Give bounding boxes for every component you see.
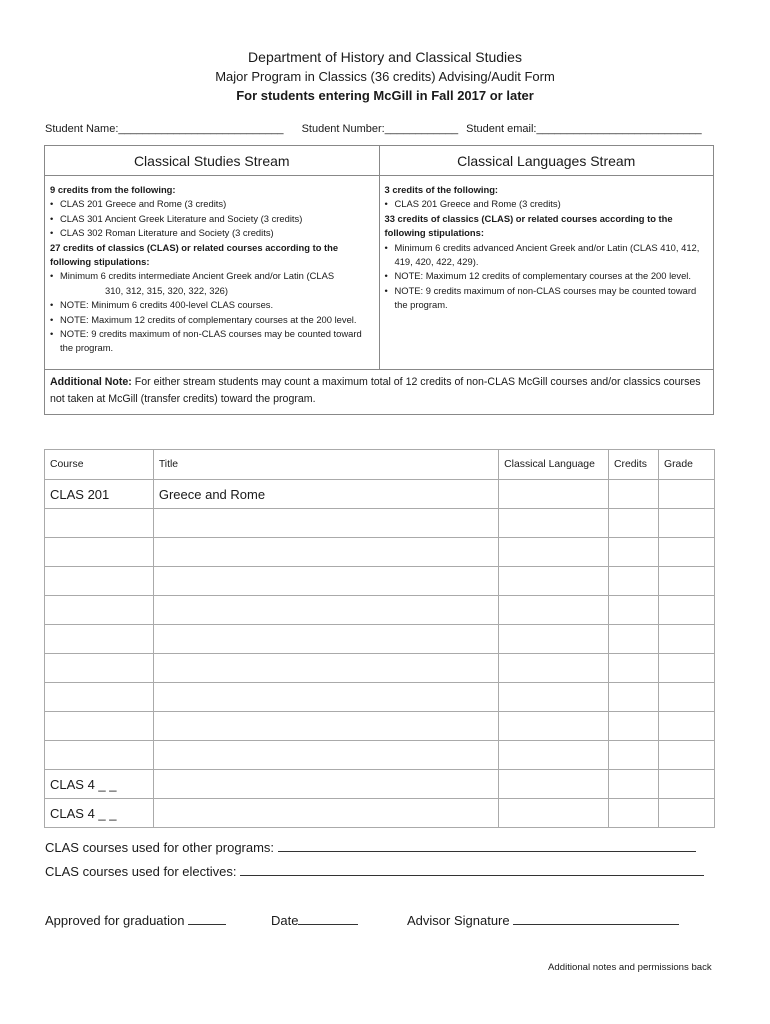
- grade-cell[interactable]: [659, 712, 715, 741]
- back-note: Additional notes and permissions back: [548, 962, 712, 973]
- credits-cell[interactable]: [609, 509, 659, 538]
- classical-languages-stream-title: Classical Languages Stream: [457, 153, 636, 169]
- course-cell[interactable]: [45, 596, 154, 625]
- approved-group: [45, 911, 226, 928]
- course-cell[interactable]: [45, 567, 154, 596]
- table-row: [45, 596, 715, 625]
- classical-language-cell[interactable]: [499, 509, 609, 538]
- credits-cell[interactable]: [609, 480, 659, 509]
- table-row: [45, 567, 715, 596]
- course-cell[interactable]: [45, 625, 154, 654]
- table-row: [45, 799, 715, 828]
- left-stipulations-list: [50, 269, 374, 355]
- right-stipulations-list: [385, 241, 709, 313]
- streams-body-row: [45, 176, 713, 370]
- approved-field[interactable]: [188, 911, 226, 925]
- table-row: [45, 770, 715, 799]
- credits-cell[interactable]: [609, 654, 659, 683]
- classical-language-cell[interactable]: [499, 538, 609, 567]
- list-item: • NOTE: Maximum 12 credits of complementary courses at the 200 level.: [50, 313, 374, 327]
- entry-term-title: For students entering McGill in Fall 2017 or later: [236, 88, 534, 103]
- credits-cell[interactable]: [609, 741, 659, 770]
- streams-header-row: [45, 146, 713, 176]
- advisor-signature-field[interactable]: [513, 911, 679, 925]
- electives-line: [45, 862, 704, 879]
- table-row: [45, 712, 715, 741]
- grade-cell[interactable]: [659, 596, 715, 625]
- classical-language-cell[interactable]: [499, 770, 609, 799]
- course-cell[interactable]: CLAS 4 _ _: [45, 770, 154, 799]
- title-cell[interactable]: [153, 538, 498, 567]
- approved-label: Approved for graduation: [45, 913, 185, 928]
- classical-language-cell[interactable]: [499, 712, 609, 741]
- grade-cell[interactable]: [659, 799, 715, 828]
- grade-cell[interactable]: [659, 741, 715, 770]
- title-cell[interactable]: [153, 712, 498, 741]
- grade-cell[interactable]: [659, 480, 715, 509]
- additional-note-text: For either stream students may count a maximum total of 12 credits of non-CLAS McGill courses and/or classics courses not taken at McGill (transfer credits) toward the program.: [50, 376, 701, 405]
- course-cell[interactable]: [45, 509, 154, 538]
- classical-language-cell[interactable]: [499, 596, 609, 625]
- credits-cell[interactable]: [609, 625, 659, 654]
- stipulation-text: Minimum 6 credits intermediate Ancient Greek and/or Latin (CLAS: [60, 270, 335, 282]
- left-requirement: 27 credits of classics (CLAS) or related courses according to the following stipulations:: [50, 241, 339, 268]
- title-cell[interactable]: [153, 741, 498, 770]
- credits-cell[interactable]: [609, 567, 659, 596]
- classical-languages-requirements: [380, 176, 714, 369]
- grade-cell[interactable]: [659, 567, 715, 596]
- student-name-field[interactable]: Student Name:___________________________: [45, 123, 284, 135]
- grade-cell[interactable]: [659, 683, 715, 712]
- table-row: [45, 480, 715, 509]
- list-item: • CLAS 301 Ancient Greek Literature and Society (3 credits): [50, 212, 374, 226]
- classical-language-cell[interactable]: [499, 741, 609, 770]
- list-item: • CLAS 201 Greece and Rome (3 credits): [50, 197, 374, 211]
- electives-label: CLAS courses used for electives:: [45, 864, 237, 879]
- course-cell[interactable]: [45, 538, 154, 567]
- table-header-row: [45, 450, 715, 480]
- table-row: [45, 683, 715, 712]
- column-header-classical-language: Classical Language: [499, 450, 609, 480]
- left-core-list: [50, 197, 374, 240]
- credits-cell[interactable]: [609, 538, 659, 567]
- other-programs-line: [45, 838, 696, 855]
- classical-language-cell[interactable]: [499, 683, 609, 712]
- student-info-line: [45, 123, 715, 135]
- grade-cell[interactable]: [659, 625, 715, 654]
- list-item: • CLAS 302 Roman Literature and Society (3 credits): [50, 226, 374, 240]
- table-row: [45, 538, 715, 567]
- column-header-grade: Grade: [659, 450, 715, 480]
- student-number-field[interactable]: Student Number:____________: [301, 123, 459, 135]
- credits-cell[interactable]: [609, 799, 659, 828]
- other-programs-label: CLAS courses used for other programs:: [45, 840, 275, 855]
- title-cell[interactable]: [153, 625, 498, 654]
- course-cell[interactable]: [45, 741, 154, 770]
- title-cell[interactable]: Greece and Rome: [153, 480, 498, 509]
- classical-language-cell[interactable]: [499, 480, 609, 509]
- program-title: Major Program in Classics (36 credits) Advising/Audit Form: [215, 69, 555, 84]
- advisor-group: [407, 911, 679, 928]
- form-header: [0, 48, 770, 105]
- table-row: [45, 741, 715, 770]
- list-item: • NOTE: 9 credits maximum of non-CLAS courses may be counted toward the program.: [50, 327, 374, 356]
- credits-cell[interactable]: [609, 770, 659, 799]
- table-row: [45, 509, 715, 538]
- credits-cell[interactable]: [609, 596, 659, 625]
- left-intro: 9 credits from the following:: [50, 184, 176, 195]
- date-field[interactable]: [298, 911, 358, 925]
- classical-language-cell[interactable]: [499, 799, 609, 828]
- grade-cell[interactable]: [659, 538, 715, 567]
- advisor-label: Advisor Signature: [407, 913, 510, 928]
- right-core-list: [385, 197, 709, 211]
- title-cell[interactable]: [153, 799, 498, 828]
- grade-cell[interactable]: [659, 509, 715, 538]
- classical-language-cell[interactable]: [499, 654, 609, 683]
- column-header-credits: Credits: [609, 450, 659, 480]
- title-cell[interactable]: [153, 509, 498, 538]
- course-cell[interactable]: [45, 683, 154, 712]
- other-programs-field[interactable]: [278, 838, 696, 852]
- list-item: • NOTE: Minimum 6 credits 400-level CLAS courses.: [50, 298, 374, 312]
- list-item: [50, 269, 374, 298]
- course-table: [44, 449, 715, 828]
- credits-cell[interactable]: [609, 683, 659, 712]
- title-cell[interactable]: [153, 770, 498, 799]
- list-item: • NOTE: Maximum 12 credits of complementary courses at the 200 level.: [385, 269, 709, 283]
- column-header-course: Course: [45, 450, 154, 480]
- course-cell[interactable]: [45, 712, 154, 741]
- additional-note-label: Additional Note:: [50, 376, 132, 388]
- list-item: • NOTE: 9 credits maximum of non-CLAS courses may be counted toward the program.: [385, 284, 709, 313]
- classical-studies-stream-title: Classical Studies Stream: [45, 146, 380, 175]
- title-cell[interactable]: [153, 596, 498, 625]
- grade-cell[interactable]: [659, 770, 715, 799]
- list-item: • Minimum 6 credits advanced Ancient Greek and/or Latin (CLAS 410, 412, 419, 420, 422, 429).: [385, 241, 709, 270]
- title-cell[interactable]: [153, 654, 498, 683]
- title-cell[interactable]: [153, 683, 498, 712]
- date-group: [271, 911, 358, 928]
- course-cell[interactable]: CLAS 201: [45, 480, 154, 509]
- right-requirement: 33 credits of classics (CLAS) or related courses according to the following stipulations:: [384, 212, 673, 239]
- course-cell[interactable]: [45, 654, 154, 683]
- course-cell[interactable]: CLAS 4 _ _: [45, 799, 154, 828]
- additional-note: [45, 370, 713, 414]
- department-title: Department of History and Classical Studies: [248, 49, 522, 65]
- streams-box: [44, 145, 714, 415]
- grade-cell[interactable]: [659, 654, 715, 683]
- classical-studies-requirements: [45, 176, 380, 369]
- list-item: • CLAS 201 Greece and Rome (3 credits): [385, 197, 709, 211]
- classical-language-cell[interactable]: [499, 567, 609, 596]
- table-row: [45, 654, 715, 683]
- column-header-title: Title: [153, 450, 498, 480]
- credits-cell[interactable]: [609, 712, 659, 741]
- electives-field[interactable]: [240, 862, 704, 876]
- table-row: [45, 625, 715, 654]
- right-intro: 3 credits of the following:: [384, 184, 499, 195]
- classical-language-cell[interactable]: [499, 625, 609, 654]
- title-cell[interactable]: [153, 567, 498, 596]
- date-label: Date: [271, 913, 299, 928]
- stipulation-text-cont: 310, 312, 315, 320, 322, 326): [105, 284, 229, 296]
- student-email-field[interactable]: Student email:___________________________: [466, 123, 702, 135]
